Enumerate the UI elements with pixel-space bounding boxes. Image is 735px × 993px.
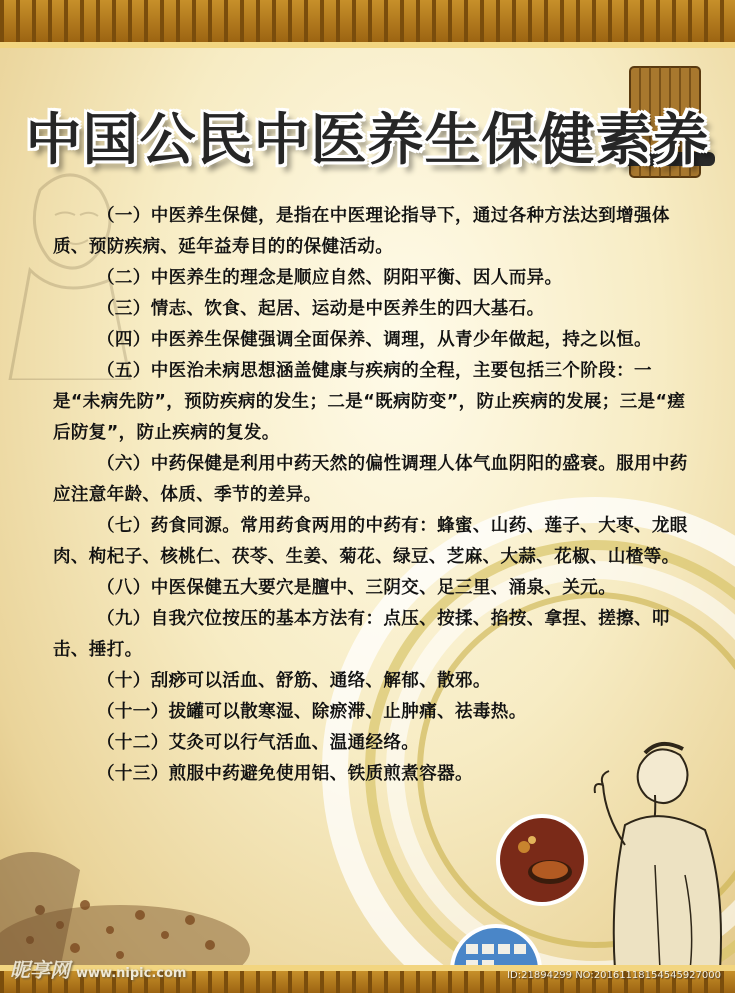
list-item: （十一）拔罐可以散寒湿、除瘀滞、止肿痛、祛毒热。 bbox=[97, 702, 527, 722]
site-watermark bbox=[10, 954, 186, 983]
list-item: （九）自我穴位按压的基本方法有：点压、按揉、掐按、拿捏、搓擦、叩击、捶打。 bbox=[53, 609, 670, 660]
list-item: （七）药食同源。常用药食两用的中药有：蜂蜜、山药、莲子、大枣、龙眼肉、枸杞子、核桃仁、茯苓、生姜、菊花、绿豆、芝麻、大蒜、花椒、山楂等。 bbox=[53, 516, 688, 567]
list-item: （十三）煎服中药避免使用铝、铁质煎煮容器。 bbox=[97, 764, 473, 784]
site-logo-text: 昵享网 bbox=[10, 958, 70, 982]
site-url: www.nipic.com bbox=[76, 966, 187, 981]
list-item: （五）中医治未病思想涵盖健康与疾病的全程，主要包括三个阶段：一是“未病先防”，预防疾病的发生；二是“既病防变”，防止疾病的发展；三是“瘥后防复”，防止疾病的复发。 bbox=[53, 361, 686, 443]
herbal-tea-image bbox=[494, 812, 590, 908]
top-border-trim bbox=[0, 42, 735, 48]
list-item: （六）中药保健是利用中药天然的偏性调理人体气血阴阳的盛衰。服用中药应注意年龄、体质、季节的差异。 bbox=[53, 454, 688, 505]
top-meander-border bbox=[0, 0, 735, 42]
list-item: （三）情志、饮食、起居、运动是中医养生的四大基石。 bbox=[97, 299, 545, 319]
list-item: （四）中医养生保健强调全面保养、调理，从青少年做起，持之以恒。 bbox=[97, 330, 652, 350]
list-item: （十）刮痧可以活血、舒筋、通络、解郁、散邪。 bbox=[97, 671, 491, 691]
poster-title: 中国公民中医养生保健素养 bbox=[25, 108, 710, 173]
image-id-watermark: ID:21894299 NO:20161118154545927000 bbox=[507, 970, 721, 981]
list-item: （十二）艾灸可以行气活血、温通经络。 bbox=[97, 733, 420, 753]
list-item: （二）中医养生的理念是顺应自然、阴阳平衡、因人而异。 bbox=[97, 268, 563, 288]
literacy-list bbox=[53, 201, 693, 790]
list-item: （八）中医保健五大要穴是膻中、三阴交、足三里、涌泉、关元。 bbox=[97, 578, 617, 598]
list-item: （一）中医养生保健，是指在中医理论指导下，通过各种方法达到增强体质、预防疾病、延年益寿目的的保健活动。 bbox=[53, 206, 670, 257]
herbal-ingredients-image bbox=[0, 830, 250, 970]
